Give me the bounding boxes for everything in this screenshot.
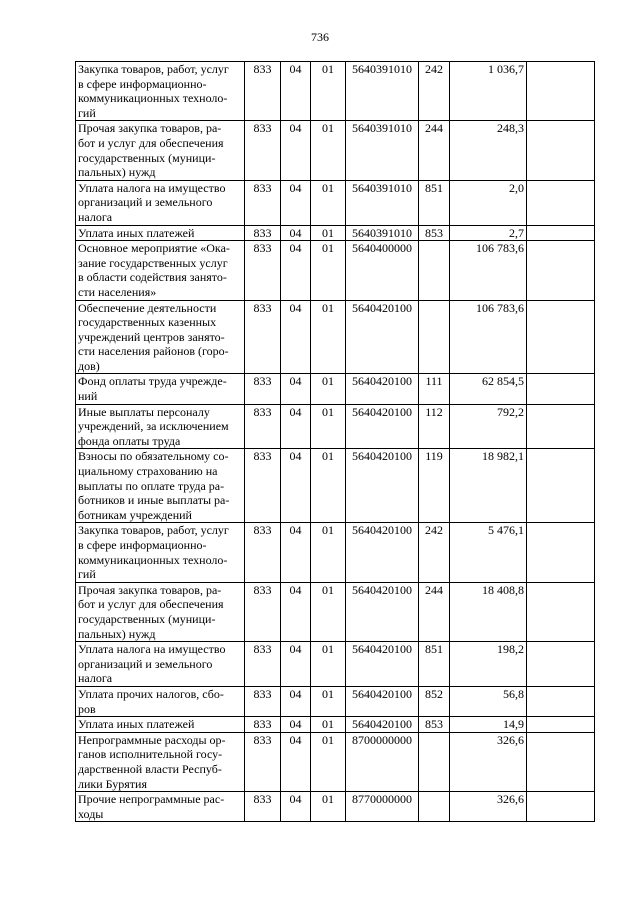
row-name-line: Иные выплаты персоналу: [78, 404, 210, 419]
section-code: 04: [281, 374, 311, 404]
section-code: 04: [281, 300, 311, 374]
subsection-code: 01: [311, 686, 346, 716]
ministry-code: 833: [245, 717, 281, 733]
ministry-code: 833: [245, 62, 281, 121]
page-number: 736: [311, 30, 329, 44]
section-code: 04: [281, 121, 311, 180]
row-name-line: бот и услуг для обеспечения: [78, 597, 224, 612]
ministry-code: 833: [245, 642, 281, 687]
target-article-code: 5640391010: [346, 121, 419, 180]
row-name-line: государственных (муници-: [78, 150, 216, 165]
ministry-code: 833: [245, 686, 281, 716]
ministry-code: 833: [245, 449, 281, 523]
row-name-line: организаций и земельного: [78, 195, 213, 210]
table-row: [76, 300, 595, 374]
ministry-code: 833: [245, 404, 281, 449]
section-code: 04: [281, 792, 311, 822]
expense-type-code: 112: [419, 404, 450, 449]
target-article-code: 5640420100: [346, 717, 419, 733]
row-name: [76, 732, 245, 791]
amount: 1 036,7: [450, 62, 527, 121]
row-name-line: Непрограммные расходы ор-: [78, 732, 226, 747]
row-name: [76, 300, 245, 374]
row-name-line: Взносы по обязательному со-: [78, 449, 229, 464]
row-name-line: в сфере информационно-: [78, 76, 207, 91]
expense-type-code: 244: [419, 582, 450, 641]
row-name-line: Уплата иных платежей: [78, 225, 195, 240]
row-name-line: налога: [78, 671, 113, 686]
row-name-line: сти населения»: [78, 284, 157, 299]
row-name-line: коммуникационных техноло-: [78, 91, 228, 106]
row-name-line: Уплата налога на имущество: [78, 642, 226, 657]
row-name: [76, 642, 245, 687]
expense-type-code: 119: [419, 449, 450, 523]
row-name-line: учреждений, за исключением: [78, 419, 229, 434]
target-article-code: 5640420100: [346, 449, 419, 523]
amount: 62 854,5: [450, 374, 527, 404]
row-name-line: ганов исполнительной госу-: [78, 747, 223, 762]
row-name-line: ний: [78, 389, 98, 404]
subsection-code: 01: [311, 121, 346, 180]
row-name: [76, 523, 245, 582]
expense-type-code: 851: [419, 642, 450, 687]
table-row: [76, 717, 595, 733]
row-name-line: зание государственных услуг: [78, 255, 228, 270]
target-article-code: 5640400000: [346, 241, 419, 300]
ministry-code: 833: [245, 241, 281, 300]
row-name: [76, 582, 245, 641]
row-name-line: организаций и земельного: [78, 656, 213, 671]
expense-type-code: 853: [419, 717, 450, 733]
empty-cell: [527, 180, 595, 225]
row-name-line: циальному страхованию на: [78, 464, 218, 479]
subsection-code: 01: [311, 241, 346, 300]
empty-cell: [527, 582, 595, 641]
subsection-code: 01: [311, 374, 346, 404]
target-article-code: 8700000000: [346, 732, 419, 791]
subsection-code: 01: [311, 180, 346, 225]
row-name-line: государственных казенных: [78, 315, 217, 330]
target-article-code: 5640391010: [346, 225, 419, 241]
target-article-code: 5640420100: [346, 404, 419, 449]
empty-cell: [527, 717, 595, 733]
ministry-code: 833: [245, 582, 281, 641]
section-code: 04: [281, 732, 311, 791]
row-name-line: выплаты по оплате труда ра-: [78, 478, 225, 493]
section-code: 04: [281, 62, 311, 121]
row-name: [76, 449, 245, 523]
target-article-code: 5640391010: [346, 180, 419, 225]
row-name-line: ходы: [78, 806, 104, 821]
section-code: 04: [281, 241, 311, 300]
subsection-code: 01: [311, 225, 346, 241]
expense-type-code: [419, 241, 450, 300]
row-name-line: налога: [78, 209, 113, 224]
subsection-code: 01: [311, 642, 346, 687]
target-article-code: 8770000000: [346, 792, 419, 822]
table-row: [76, 404, 595, 449]
table-row: [76, 642, 595, 687]
table-row: [76, 121, 595, 180]
amount: 56,8: [450, 686, 527, 716]
empty-cell: [527, 225, 595, 241]
amount: 248,3: [450, 121, 527, 180]
amount: 5 476,1: [450, 523, 527, 582]
empty-cell: [527, 241, 595, 300]
row-name-line: Фонд оплаты труда учрежде-: [78, 374, 227, 389]
section-code: 04: [281, 686, 311, 716]
amount: 106 783,6: [450, 241, 527, 300]
section-code: 04: [281, 180, 311, 225]
row-name-line: дов): [78, 358, 100, 373]
target-article-code: 5640391010: [346, 62, 419, 121]
amount: 326,6: [450, 732, 527, 791]
table-row: [76, 523, 595, 582]
target-article-code: 5640420100: [346, 582, 419, 641]
amount: 106 783,6: [450, 300, 527, 374]
ministry-code: 833: [245, 792, 281, 822]
row-name-line: лики Бурятия: [78, 776, 147, 791]
empty-cell: [527, 404, 595, 449]
amount: 326,6: [450, 792, 527, 822]
expense-type-code: 244: [419, 121, 450, 180]
target-article-code: 5640420100: [346, 686, 419, 716]
amount: 2,7: [450, 225, 527, 241]
row-name-line: учреждений центров занято-: [78, 329, 225, 344]
row-name-line: гий: [78, 567, 96, 582]
amount: 18 408,8: [450, 582, 527, 641]
amount: 792,2: [450, 404, 527, 449]
subsection-code: 01: [311, 300, 346, 374]
table-row: [76, 241, 595, 300]
section-code: 04: [281, 449, 311, 523]
row-name: [76, 241, 245, 300]
subsection-code: 01: [311, 792, 346, 822]
ministry-code: 833: [245, 732, 281, 791]
row-name-line: пальных) нужд: [78, 626, 156, 641]
row-name-line: Уплата налога на имущество: [78, 180, 226, 195]
amount: 2,0: [450, 180, 527, 225]
row-name: [76, 225, 245, 241]
row-name-line: пальных) нужд: [78, 165, 156, 180]
amount: 14,9: [450, 717, 527, 733]
row-name: [76, 717, 245, 733]
subsection-code: 01: [311, 404, 346, 449]
expense-type-code: 853: [419, 225, 450, 241]
row-name: [76, 180, 245, 225]
section-code: 04: [281, 717, 311, 733]
row-name-line: Уплата иных платежей: [78, 717, 195, 732]
section-code: 04: [281, 642, 311, 687]
row-name-line: Прочие непрограммные рас-: [78, 792, 225, 807]
subsection-code: 01: [311, 732, 346, 791]
row-name: [76, 121, 245, 180]
row-name-line: бот и услуг для обеспечения: [78, 135, 224, 150]
empty-cell: [527, 62, 595, 121]
ministry-code: 833: [245, 180, 281, 225]
row-name: [76, 792, 245, 822]
row-name-line: Уплата прочих налогов, сбо-: [78, 686, 224, 701]
row-name-line: в области содействия занято-: [78, 270, 227, 285]
ministry-code: 833: [245, 300, 281, 374]
target-article-code: 5640420100: [346, 374, 419, 404]
row-name-line: Закупка товаров, работ, услуг: [78, 523, 229, 538]
table-row: [76, 582, 595, 641]
subsection-code: 01: [311, 582, 346, 641]
expense-type-code: [419, 792, 450, 822]
table-row: [76, 732, 595, 791]
table-row: [76, 62, 595, 121]
row-name-line: ров: [78, 701, 96, 716]
empty-cell: [527, 642, 595, 687]
expense-type-code: 242: [419, 62, 450, 121]
row-name-line: коммуникационных техноло-: [78, 552, 228, 567]
row-name-line: в сфере информационно-: [78, 538, 207, 552]
table-row: [76, 792, 595, 822]
row-name-line: государственных (муници-: [78, 611, 216, 626]
subsection-code: 01: [311, 449, 346, 523]
row-name: [76, 404, 245, 449]
expense-type-code: 242: [419, 523, 450, 582]
target-article-code: 5640420100: [346, 523, 419, 582]
empty-cell: [527, 792, 595, 822]
row-name: [76, 686, 245, 716]
empty-cell: [527, 121, 595, 180]
row-name-line: Закупка товаров, работ, услуг: [78, 62, 229, 76]
row-name-line: фонда оплаты труда: [78, 433, 181, 448]
empty-cell: [527, 686, 595, 716]
ministry-code: 833: [245, 121, 281, 180]
table-row: [76, 449, 595, 523]
empty-cell: [527, 300, 595, 374]
row-name: [76, 62, 245, 121]
table-row: [76, 374, 595, 404]
ministry-code: 833: [245, 523, 281, 582]
ministry-code: 833: [245, 374, 281, 404]
amount: 18 982,1: [450, 449, 527, 523]
empty-cell: [527, 732, 595, 791]
expense-type-code: 851: [419, 180, 450, 225]
expense-type-code: [419, 732, 450, 791]
table-row: [76, 686, 595, 716]
amount: 198,2: [450, 642, 527, 687]
row-name-line: сти населения районов (горо-: [78, 344, 229, 359]
expense-type-code: 852: [419, 686, 450, 716]
empty-cell: [527, 449, 595, 523]
empty-cell: [527, 523, 595, 582]
row-name-line: Обеспечение деятельности: [78, 300, 217, 315]
subsection-code: 01: [311, 523, 346, 582]
empty-cell: [527, 374, 595, 404]
ministry-code: 833: [245, 225, 281, 241]
row-name-line: дарственной власти Респуб-: [78, 761, 222, 776]
section-code: 04: [281, 225, 311, 241]
expense-type-code: [419, 300, 450, 374]
section-code: 04: [281, 582, 311, 641]
row-name-line: ботникам учреждений: [78, 507, 192, 522]
subsection-code: 01: [311, 717, 346, 733]
table-row: [76, 180, 595, 225]
row-name-line: гий: [78, 105, 96, 120]
budget-table: [75, 61, 595, 822]
table-row: [76, 225, 595, 241]
target-article-code: 5640420100: [346, 300, 419, 374]
row-name-line: Основное мероприятие «Ока-: [78, 241, 230, 256]
target-article-code: 5640420100: [346, 642, 419, 687]
section-code: 04: [281, 404, 311, 449]
subsection-code: 01: [311, 62, 346, 121]
row-name-line: ботников и иные выплаты ра-: [78, 493, 230, 508]
section-code: 04: [281, 523, 311, 582]
row-name-line: Прочая закупка товаров, ра-: [78, 121, 222, 136]
expense-type-code: 111: [419, 374, 450, 404]
row-name-line: Прочая закупка товаров, ра-: [78, 582, 222, 597]
row-name: [76, 374, 245, 404]
